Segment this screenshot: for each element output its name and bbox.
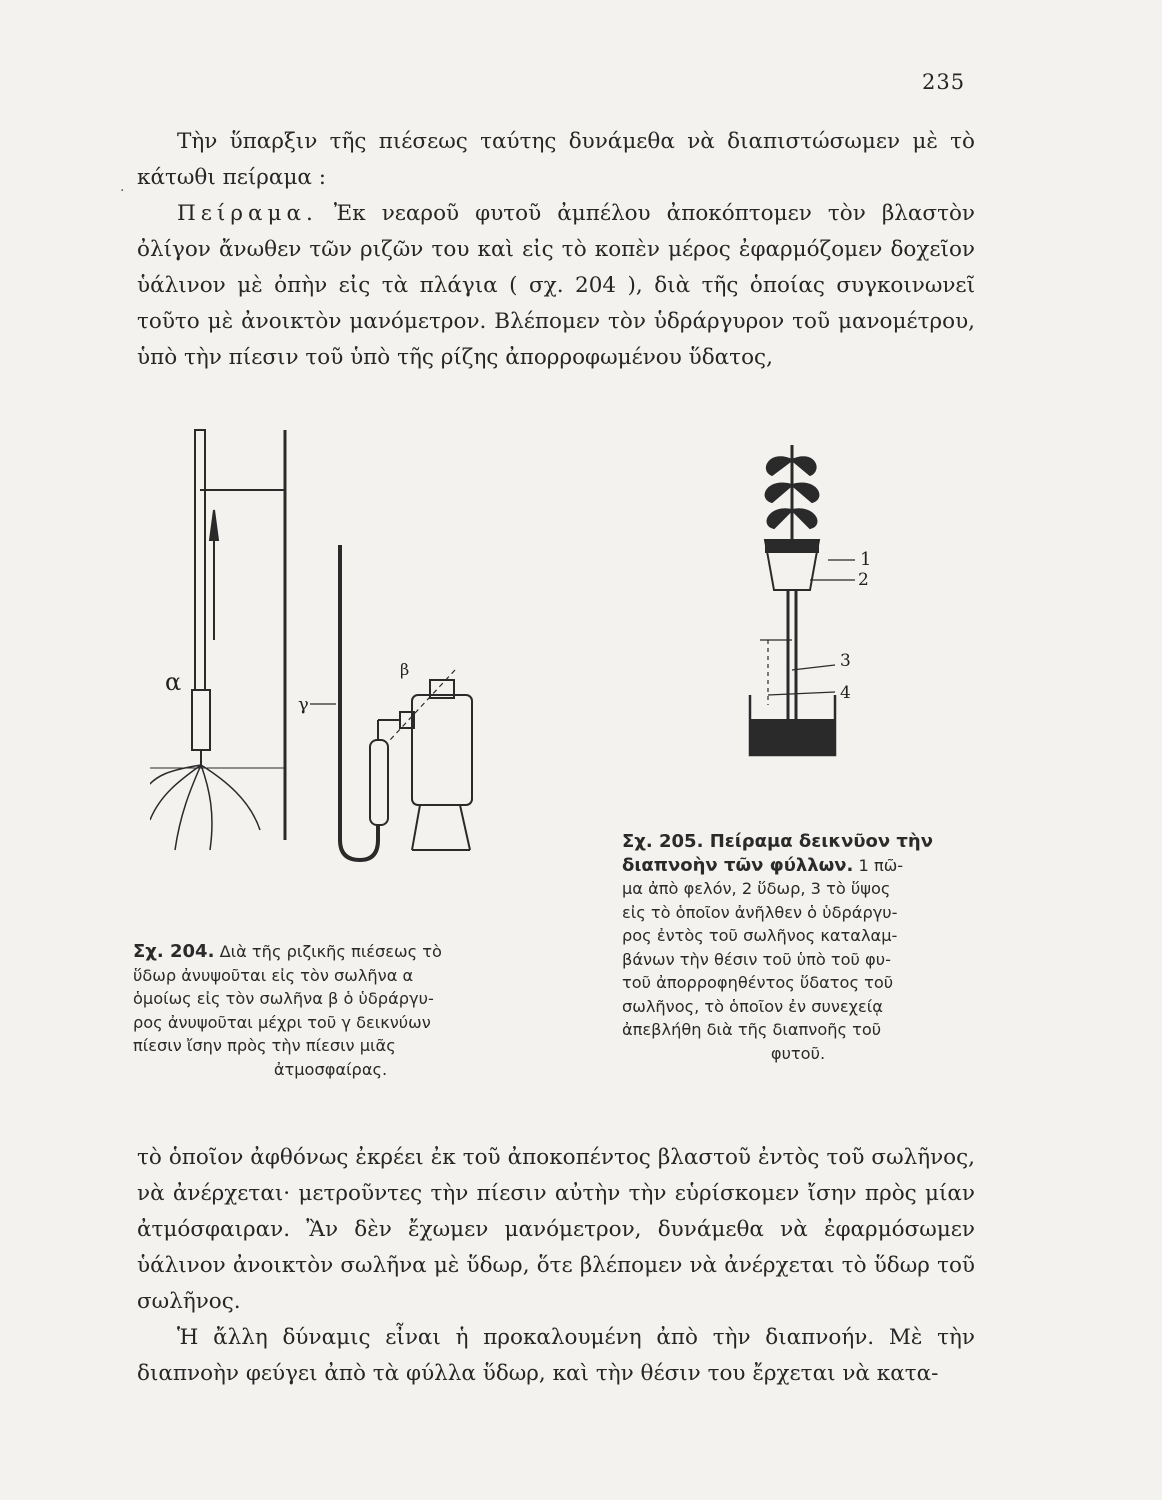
caption-205-last: φυτοῦ.	[770, 1043, 826, 1063]
manometer-bulb	[370, 740, 388, 825]
caption-205-line-6: ἀπεβλήθη διὰ τῆς διαπνοῆς τοῦ	[622, 1020, 882, 1039]
label-one: 1	[860, 549, 872, 570]
glass-vessel	[412, 695, 472, 805]
label-alpha: α	[165, 668, 182, 696]
caption-204-line-4: πίεσιν ἴσην πρὸς τὴν πίεσιν μιᾶς	[133, 1036, 396, 1055]
caption-204-line-3: ρος ἀνυψοῦται μέχρι τοῦ γ δεικνύων	[133, 1012, 431, 1032]
caption-204-label: Σχ. 204.	[133, 941, 215, 962]
intro-block	[137, 124, 975, 376]
caption-205-line-3: βάνων τὴν θέσιν τοῦ ὑπὸ τοῦ φυ-	[622, 949, 891, 969]
experiment-text: Ἐκ νεαροῦ φυτοῦ ἀμπέλου ἀποκόπτομεν τὸν βλαστὸν ὀλίγον ἄνωθεν τῶν ριζῶν του καὶ εἰς τὸ κοπὲν μέρος ἐφαρμόζομεν δοχεῖον ὑάλινον μὲ ὀπὴν εἰς τὰ πλάγια ( σχ. 204 ), διὰ τῆς ὁποίας συγκοινωνεῖ τοῦτο μὲ ἀνοικτὸν μανόμετρον. Βλέπομεν τὸν ὑδράργυρον τοῦ μανομέτρου, ὑπὸ τὴν πίεσιν τοῦ ὑπὸ τῆς ρίζης ἀπορροφωμένου ὕδατος,	[137, 201, 975, 370]
label-two: 2	[858, 570, 869, 590]
caption-205-second: διαπνοὴν τῶν φύλλων. 1 πῶ-	[622, 854, 904, 876]
paragraph-intro: Τὴν ὕπαρξιν τῆς πιέσεως ταύτης δυνάμεθα νὰ διαπιστώσωμεν μὲ τὸ κάτωθι πείραμα :	[137, 129, 975, 190]
experiment-label: Πείραμα.	[177, 201, 318, 226]
caption-205-first: Σχ. 205. Πείραμα δεικνῦον τὴν	[622, 831, 933, 852]
caption-204-line-1: ὕδωρ ἀνυψοῦται εἰς τὸν σωλῆνα α	[133, 965, 414, 985]
caption-205-line-5: σωλῆνος, τὸ ὁποῖον ἐν συνεχείᾳ	[622, 996, 883, 1016]
stem-joint	[192, 690, 210, 750]
label-four: 4	[840, 683, 851, 703]
continuation-block	[137, 1140, 975, 1392]
page-number: 235	[922, 70, 966, 94]
caption-205-line-4: τοῦ ἀπορροφηθέντος ὕδατος τοῦ	[622, 973, 894, 992]
label-three: 3	[840, 651, 851, 671]
cork-plug	[766, 540, 818, 552]
figure-204-illustration	[150, 420, 590, 870]
caption-205-line-1: εἰς τὸ ὁποῖον ἀνῆλθεν ὁ ὑδράργυ-	[622, 902, 898, 922]
paragraph-final: Ἡ ἄλλη δύναμις εἶναι ἡ προκαλουμένη ἀπὸ τὴν διαπνοήν. Μὲ τὴν διαπνοὴν φεύγει ἀπὸ τὰ φύλλα ὕδωρ, καὶ τὴν θέσιν του ἔρχεται νὰ κατα-	[137, 1325, 975, 1386]
figure-205-illustration	[730, 440, 930, 780]
paragraph-continue: τὸ ὁποῖον ἀφθόνως ἐκρέει ἐκ τοῦ ἀποκοπέντος βλαστοῦ ἐντὸς τοῦ σωλῆνος, νὰ ἀνέρχεται· μετροῦντες τὴν πίεσιν αὐτὴν τὴν εὑρίσκομεν ἴσην πρὸς μίαν ἀτμόσφαιραν. Ἂν δὲν ἔχωμεν μανόμετρον, δυνάμεθα νὰ ἐφαρμόσωμεν ὑάλινον ἀνοικτὸν σωλῆνα μὲ ὕδωρ, ὅτε βλέπομεν νὰ ἀνέρχεται τὸ ὕδωρ τοῦ σωλῆνος.	[137, 1145, 975, 1314]
caption-204-last: ἀτμοσφαίρας.	[273, 1059, 388, 1079]
caption-204-line-2: ὁμοίως εἰς τὸν σωλῆνα β ὁ ὑδράργυ-	[133, 989, 434, 1008]
caption-205-line-2: ρος ἐντὸς τοῦ σωλῆνος καταλαμ-	[622, 926, 898, 945]
margin-dot: ·	[120, 183, 125, 199]
tube-a	[195, 430, 205, 690]
caption-205-line-0: μα ἀπὸ φελόν, 2 ὕδωρ, 3 τὸ ὕψος	[622, 879, 891, 898]
figure-204-caption	[133, 940, 528, 1081]
paragraph-experiment	[137, 196, 975, 376]
label-beta: β	[400, 660, 410, 679]
roots	[150, 765, 260, 850]
caption-204-line-0: Σχ. 204. Διὰ τῆς ριζικῆς πιέσεως τὸ	[133, 941, 442, 962]
label-gamma: γ	[298, 694, 309, 715]
figure-205-caption	[622, 830, 974, 1065]
